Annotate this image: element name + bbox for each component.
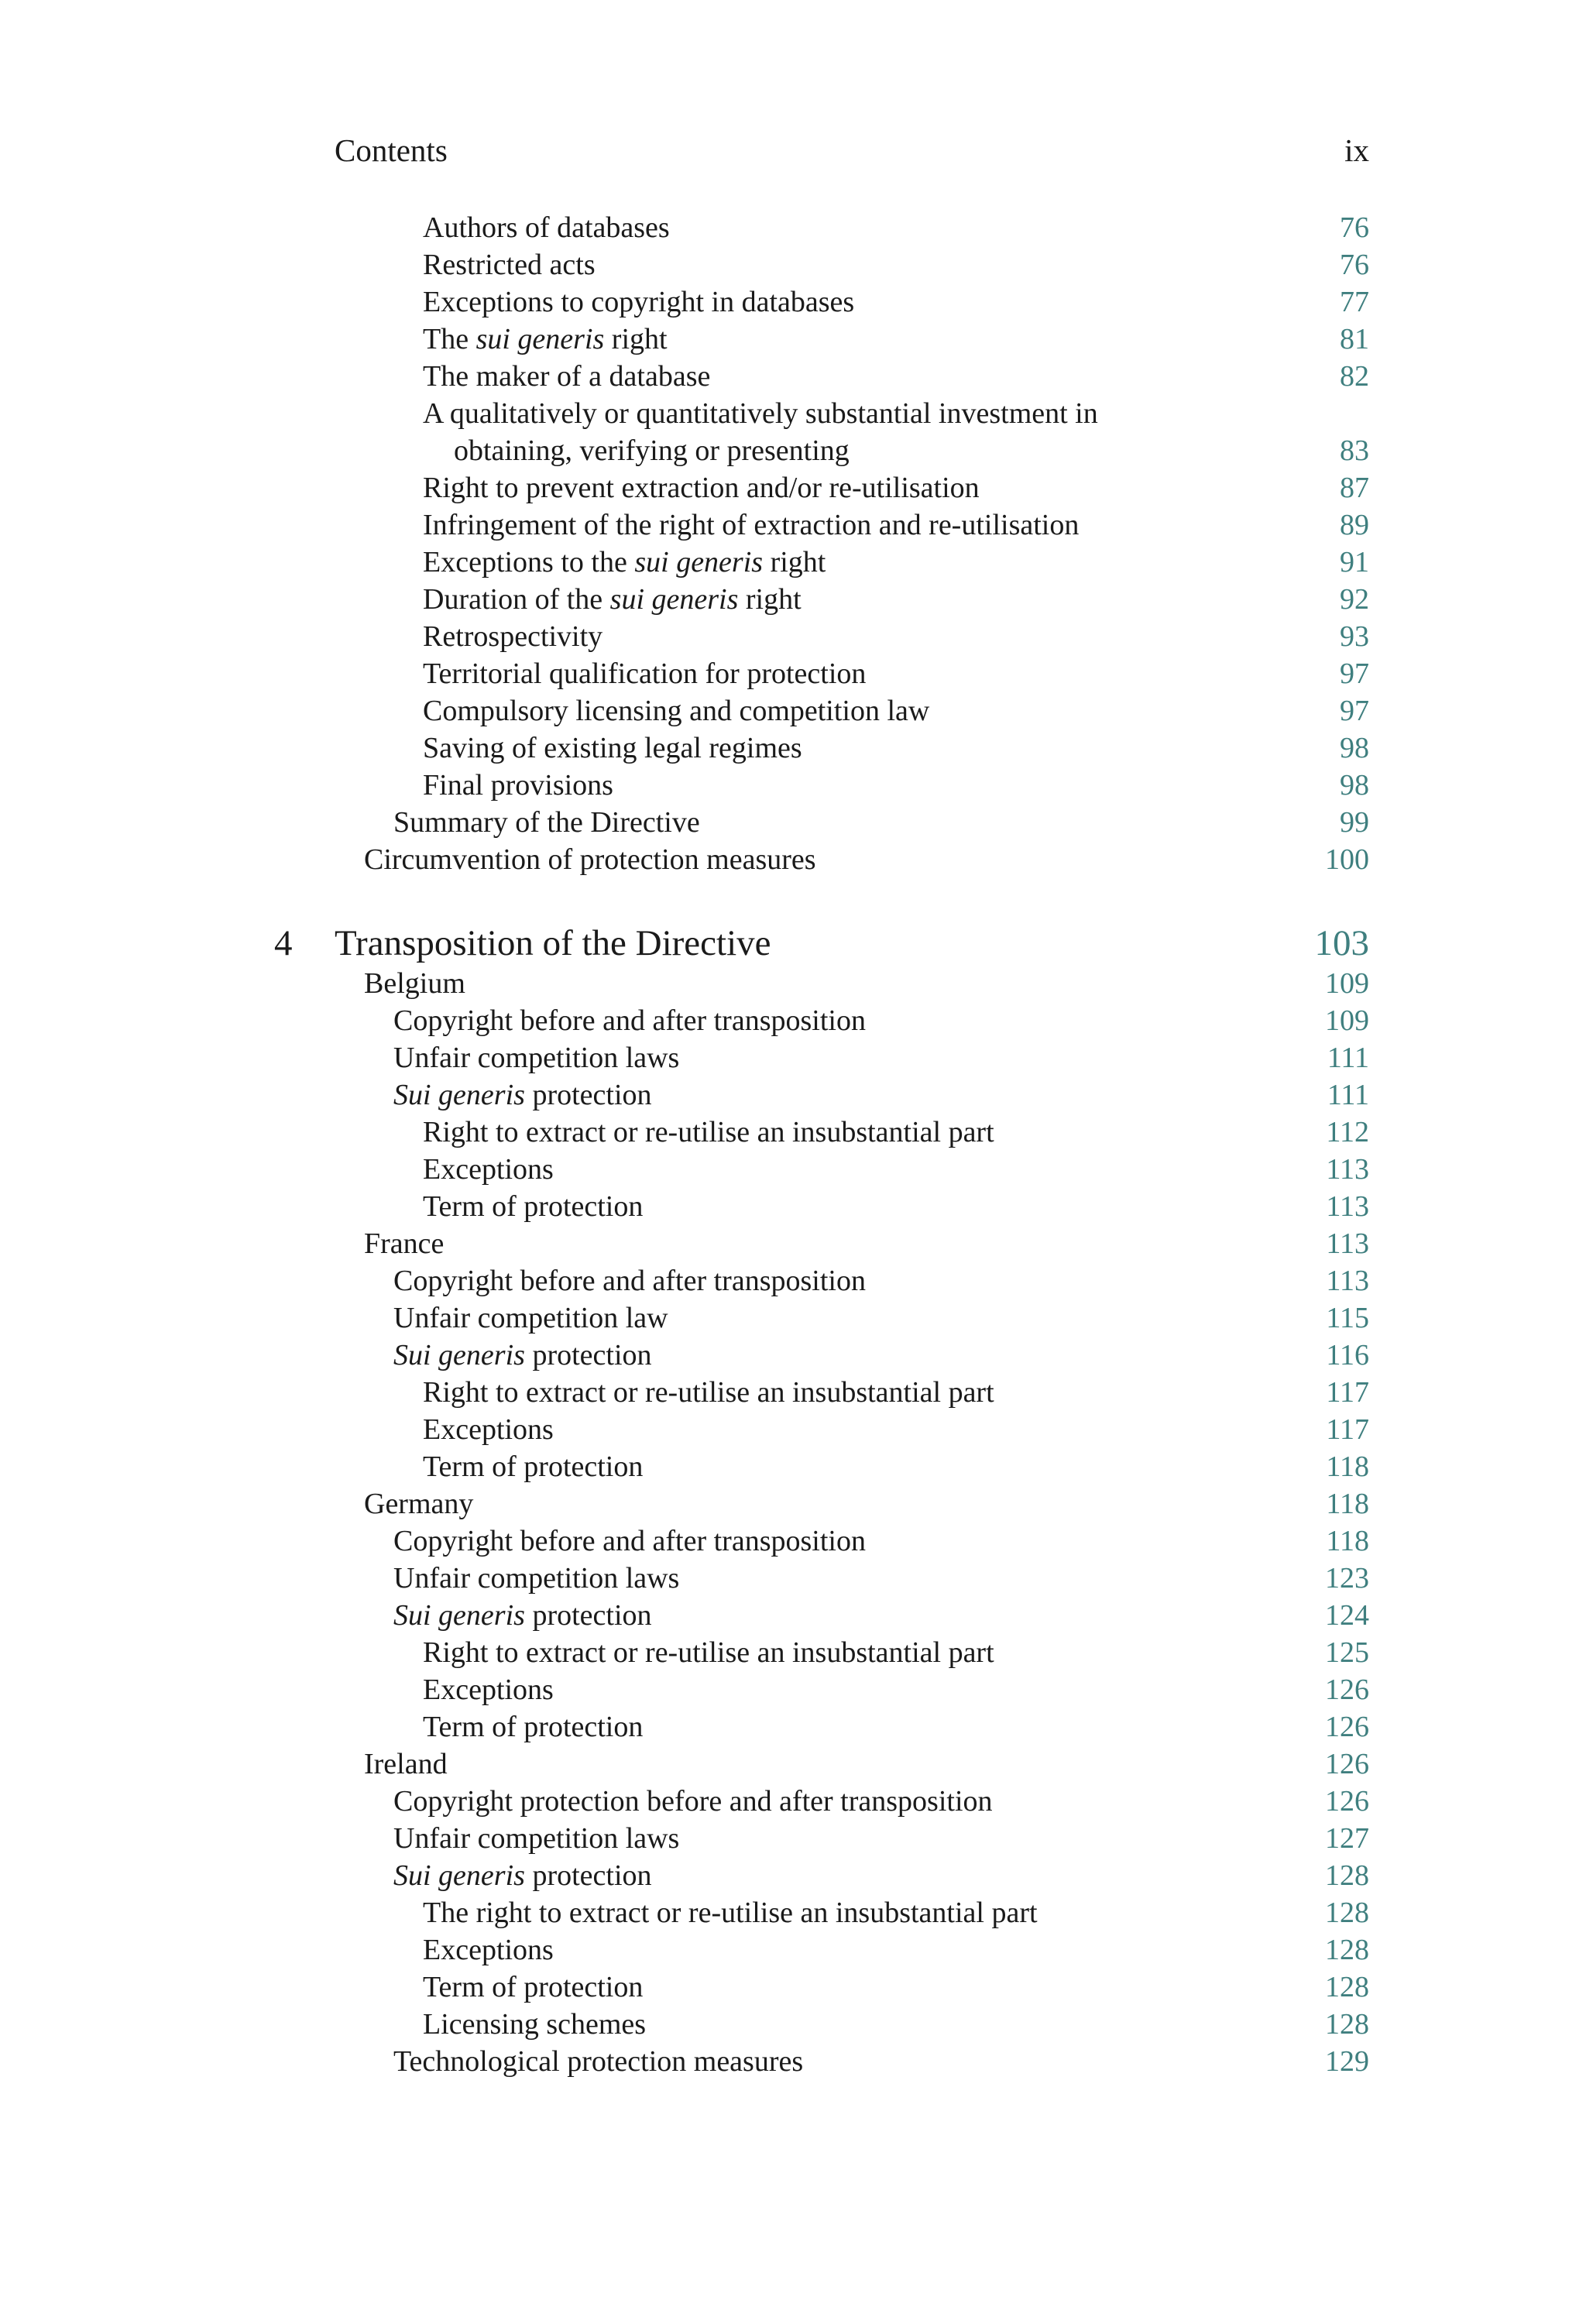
toc-entry bbox=[393, 1597, 1369, 1634]
toc-entry bbox=[393, 1522, 1369, 1560]
toc-entry-title bbox=[393, 1076, 652, 1114]
toc-entry-title bbox=[423, 544, 826, 581]
toc-entry bbox=[423, 1894, 1369, 1931]
toc-page-number: 76 bbox=[1340, 211, 1369, 244]
toc-entry bbox=[423, 1188, 1369, 1225]
toc-page-number: 81 bbox=[1340, 323, 1369, 355]
toc-entry-text: Exceptions to copyright in databases bbox=[423, 286, 855, 318]
toc-entry bbox=[393, 1820, 1369, 1857]
toc-entry-text: Copyright before and after transposition bbox=[393, 1004, 866, 1037]
toc-entry bbox=[423, 1634, 1369, 1671]
toc-entry-italic: sui generis bbox=[634, 546, 764, 578]
toc-entry bbox=[393, 1002, 1369, 1039]
toc-entry-title bbox=[423, 395, 1197, 469]
toc-entry-text: Term of protection bbox=[423, 1971, 644, 2003]
toc-page-number: 126 bbox=[1325, 1748, 1369, 1780]
toc-page-number: 91 bbox=[1340, 546, 1369, 578]
toc-entry-title bbox=[393, 2043, 803, 2080]
toc-entry-italic: Sui generis bbox=[393, 1859, 525, 1892]
toc-entry-title bbox=[423, 1188, 643, 1225]
toc-entry-title bbox=[393, 1597, 652, 1634]
toc-page-number: 111 bbox=[1327, 1079, 1369, 1111]
toc-entry-title bbox=[364, 1746, 448, 1783]
toc-page-number: 93 bbox=[1340, 620, 1369, 653]
toc-page-number: 112 bbox=[1326, 1116, 1369, 1148]
toc-page-number: 129 bbox=[1325, 2045, 1369, 2078]
toc-entry-title bbox=[423, 1448, 643, 1485]
toc-entry-text: protection bbox=[524, 1079, 652, 1111]
toc-entry-italic: Sui generis bbox=[393, 1599, 525, 1632]
toc-entry-text-continued: obtaining, verifying or presenting bbox=[454, 434, 850, 467]
toc-page-number: 89 bbox=[1340, 509, 1369, 541]
toc-entry-title bbox=[423, 469, 980, 506]
toc-entry bbox=[423, 1448, 1369, 1485]
toc-page-number: 113 bbox=[1326, 1265, 1369, 1297]
toc-entry-title bbox=[393, 1560, 679, 1597]
toc-page-number: 113 bbox=[1326, 1227, 1369, 1260]
toc-entry bbox=[364, 1746, 1369, 1783]
toc-entry-title bbox=[423, 581, 802, 618]
toc-chapter-entry bbox=[274, 920, 1369, 966]
toc-entry-title bbox=[393, 1857, 652, 1894]
toc-entry-text: right bbox=[763, 546, 826, 578]
toc-page-number: 126 bbox=[1325, 1711, 1369, 1743]
toc-entry-title bbox=[423, 1894, 1038, 1931]
toc-entry-italic: sui generis bbox=[609, 583, 739, 616]
toc-entry-text: Circumvention of protection measures bbox=[364, 843, 816, 876]
toc-entry bbox=[393, 1857, 1369, 1894]
toc-page-number: 83 bbox=[1340, 434, 1369, 467]
toc-entry-text: A qualitatively or quantitatively substantial investment in bbox=[423, 397, 1098, 430]
toc-entry-text: protection bbox=[524, 1339, 652, 1371]
toc-entry bbox=[364, 1225, 1369, 1262]
toc-page-number: 125 bbox=[1325, 1636, 1369, 1669]
toc-page-number: 97 bbox=[1340, 657, 1369, 690]
toc-entry-text: right bbox=[738, 583, 802, 616]
toc-entry-text: Ireland bbox=[364, 1748, 448, 1780]
toc-entry-title bbox=[423, 1114, 994, 1151]
toc-entry-title bbox=[423, 655, 866, 692]
toc-page-number: 76 bbox=[1340, 249, 1369, 281]
running-head bbox=[335, 127, 1369, 173]
toc-entry-text: Final provisions bbox=[423, 769, 613, 802]
toc-entry-text: Exceptions bbox=[423, 1153, 554, 1186]
toc-entry bbox=[393, 804, 1369, 841]
running-head-page-number: ix bbox=[1344, 132, 1369, 168]
toc-entry bbox=[423, 1708, 1369, 1746]
toc-entry-text: Exceptions bbox=[423, 1673, 554, 1706]
toc-entry-title bbox=[423, 2006, 646, 2043]
toc-entry bbox=[423, 1931, 1369, 1969]
toc-entry-title bbox=[393, 1039, 679, 1076]
toc-entry-title bbox=[423, 321, 668, 358]
toc-entry-text: Compulsory licensing and competition law bbox=[423, 695, 930, 727]
toc-entry-title bbox=[393, 1299, 668, 1337]
toc-entry-text: Term of protection bbox=[423, 1190, 644, 1223]
toc-page-number: 123 bbox=[1325, 1562, 1369, 1595]
toc-page-number: 118 bbox=[1326, 1525, 1369, 1557]
toc-page-number: 126 bbox=[1325, 1785, 1369, 1818]
toc-entry-text: Saving of existing legal regimes bbox=[423, 732, 802, 764]
toc-entry bbox=[393, 1299, 1369, 1337]
toc-entry-text: Unfair competition law bbox=[393, 1302, 668, 1334]
toc-page-number: 98 bbox=[1340, 769, 1369, 802]
toc-entry bbox=[423, 283, 1369, 321]
toc-entry bbox=[423, 581, 1369, 618]
toc-entry-title bbox=[423, 729, 802, 767]
toc-entry bbox=[423, 358, 1369, 395]
toc-entry bbox=[423, 2006, 1369, 2043]
toc-page-number: 113 bbox=[1326, 1153, 1369, 1186]
toc-page-number: 82 bbox=[1340, 360, 1369, 393]
toc-entry bbox=[423, 246, 1369, 283]
toc-page-number: 87 bbox=[1340, 472, 1369, 504]
toc-entry-text: Copyright protection before and after transposition bbox=[393, 1785, 993, 1818]
toc-page-number: 100 bbox=[1325, 843, 1369, 876]
toc-entry-title bbox=[423, 1151, 554, 1188]
toc-entry-title bbox=[364, 965, 465, 1002]
toc-entry bbox=[393, 1783, 1369, 1820]
toc-entry-title bbox=[423, 1969, 643, 2006]
toc-entry-title bbox=[274, 920, 771, 966]
toc-entry bbox=[423, 1374, 1369, 1411]
toc-entry-text: Transposition of the Directive bbox=[335, 923, 771, 963]
running-head-title: Contents bbox=[335, 132, 448, 168]
toc-entry bbox=[393, 1560, 1369, 1597]
toc-entry-title bbox=[423, 246, 596, 283]
toc-entry-title bbox=[423, 618, 602, 655]
toc-entry-title bbox=[423, 692, 929, 729]
toc-entry-text: Unfair competition laws bbox=[393, 1042, 680, 1074]
toc-entry-title bbox=[423, 506, 1079, 544]
toc-entry-text: Term of protection bbox=[423, 1711, 644, 1743]
toc-entry-text: Right to extract or re-utilise an insubstantial part bbox=[423, 1376, 994, 1409]
toc-page-number: 127 bbox=[1325, 1822, 1369, 1855]
toc-entry-title bbox=[364, 1485, 473, 1522]
toc-entry-italic: Sui generis bbox=[393, 1339, 525, 1371]
toc-page-number: 126 bbox=[1325, 1673, 1369, 1706]
toc-entry bbox=[364, 1485, 1369, 1522]
toc-entry bbox=[423, 729, 1369, 767]
toc-entry bbox=[423, 544, 1369, 581]
toc-entry-text: France bbox=[364, 1227, 445, 1260]
toc-entry-text: Term of protection bbox=[423, 1450, 644, 1483]
toc-entry-text: Technological protection measures bbox=[393, 2045, 804, 2078]
toc-page-number: 128 bbox=[1325, 1897, 1369, 1929]
toc-entry-text: Unfair competition laws bbox=[393, 1562, 680, 1595]
toc-entry-text: The bbox=[423, 323, 476, 355]
toc-page-number: 98 bbox=[1340, 732, 1369, 764]
toc-entry-title bbox=[423, 358, 710, 395]
toc-page-number: 113 bbox=[1326, 1190, 1369, 1223]
toc-page-number: 99 bbox=[1340, 806, 1369, 839]
toc-entry bbox=[423, 692, 1369, 729]
toc-entry bbox=[423, 395, 1369, 469]
toc-entry bbox=[423, 1671, 1369, 1708]
toc-entry-text: right bbox=[604, 323, 668, 355]
toc-page-number: 118 bbox=[1326, 1450, 1369, 1483]
toc-entry-text: Unfair competition laws bbox=[393, 1822, 680, 1855]
toc-entry-text: Right to extract or re-utilise an insubstantial part bbox=[423, 1116, 994, 1148]
toc-entry-text: Right to prevent extraction and/or re-utilisation bbox=[423, 472, 980, 504]
toc-entry-text: Belgium bbox=[364, 967, 465, 1000]
toc-entry bbox=[393, 1337, 1369, 1374]
toc-entry bbox=[393, 2043, 1369, 2080]
toc-page-number: 117 bbox=[1326, 1413, 1369, 1446]
toc-entry-title bbox=[393, 1820, 679, 1857]
toc-entry-title bbox=[423, 1374, 994, 1411]
toc-entry-title bbox=[364, 1225, 444, 1262]
toc-entry-title bbox=[423, 1931, 554, 1969]
toc-entry bbox=[364, 965, 1369, 1002]
toc-entry-text: Restricted acts bbox=[423, 249, 596, 281]
toc-entry bbox=[423, 1114, 1369, 1151]
toc-entry bbox=[423, 1151, 1369, 1188]
toc-entry-italic: Sui generis bbox=[393, 1079, 525, 1111]
toc-entry-text: protection bbox=[524, 1859, 652, 1892]
toc-entry-title bbox=[423, 1708, 643, 1746]
toc-page-number: 109 bbox=[1325, 1004, 1369, 1037]
toc-entry bbox=[423, 655, 1369, 692]
chapter-number: 4 bbox=[274, 923, 293, 963]
toc-page-number: 118 bbox=[1326, 1488, 1369, 1520]
toc-entry bbox=[393, 1039, 1369, 1076]
toc-entry-title bbox=[393, 1262, 866, 1299]
toc-entry-text: Licensing schemes bbox=[423, 2008, 647, 2041]
toc-entry-text: Exceptions bbox=[423, 1413, 554, 1446]
toc-entry-text: Germany bbox=[364, 1488, 474, 1520]
toc-entry bbox=[423, 1411, 1369, 1448]
toc-page-number: 109 bbox=[1325, 967, 1369, 1000]
toc-entry-title bbox=[393, 804, 700, 841]
toc-entry-text: The right to extract or re-utilise an insubstantial part bbox=[423, 1897, 1038, 1929]
toc-entry-text: Copyright before and after transposition bbox=[393, 1265, 866, 1297]
toc-entry bbox=[393, 1262, 1369, 1299]
toc-entry-text: Exceptions to the bbox=[423, 546, 635, 578]
toc-entry-title bbox=[423, 1671, 554, 1708]
toc-page-number: 128 bbox=[1325, 1859, 1369, 1892]
toc-entry bbox=[423, 767, 1369, 804]
toc-page-number: 128 bbox=[1325, 2008, 1369, 2041]
toc-entry-text: Authors of databases bbox=[423, 211, 670, 244]
toc-entry-text: Right to extract or re-utilise an insubstantial part bbox=[423, 1636, 994, 1669]
toc-entry-text: The maker of a database bbox=[423, 360, 711, 393]
toc-entry-text: Retrospectivity bbox=[423, 620, 603, 653]
toc-page-number: 128 bbox=[1325, 1971, 1369, 2003]
toc-entry bbox=[423, 209, 1369, 246]
toc-entry-text: Duration of the bbox=[423, 583, 610, 616]
toc-page-number: 115 bbox=[1326, 1302, 1369, 1334]
toc-entry-italic: sui generis bbox=[475, 323, 605, 355]
toc-entry-text: Copyright before and after transposition bbox=[393, 1525, 866, 1557]
toc-entry-text: protection bbox=[524, 1599, 652, 1632]
toc-entry bbox=[423, 321, 1369, 358]
toc-entry-title bbox=[393, 1522, 866, 1560]
toc-page-number: 128 bbox=[1325, 1934, 1369, 1966]
toc-page-number: 124 bbox=[1325, 1599, 1369, 1632]
toc-page-number: 116 bbox=[1326, 1339, 1369, 1371]
toc-entry-title bbox=[393, 1337, 652, 1374]
toc-entry-title bbox=[393, 1002, 866, 1039]
toc-entry bbox=[423, 1969, 1369, 2006]
toc-entry-title bbox=[364, 841, 816, 878]
toc-page-number: 92 bbox=[1340, 583, 1369, 616]
toc-page-number: 77 bbox=[1340, 286, 1369, 318]
toc-entry-title bbox=[423, 209, 670, 246]
toc-entry-text: Summary of the Directive bbox=[393, 806, 700, 839]
toc-entry-title bbox=[423, 1634, 994, 1671]
toc-entry bbox=[423, 469, 1369, 506]
toc-entry-title bbox=[423, 283, 854, 321]
toc-entry bbox=[364, 841, 1369, 878]
toc-entry-title bbox=[393, 1783, 993, 1820]
toc-page-number: 111 bbox=[1327, 1042, 1369, 1074]
toc-entry-title bbox=[423, 1411, 554, 1448]
toc-entry bbox=[423, 506, 1369, 544]
toc-entry-text: Exceptions bbox=[423, 1934, 554, 1966]
toc-entry bbox=[393, 1076, 1369, 1114]
toc-page-number: 117 bbox=[1326, 1376, 1369, 1409]
toc-entry-text: Territorial qualification for protection bbox=[423, 657, 867, 690]
toc-entry bbox=[423, 618, 1369, 655]
toc-page-number: 103 bbox=[1314, 923, 1369, 963]
toc-entry-text: Infringement of the right of extraction and re-utilisation bbox=[423, 509, 1080, 541]
toc-entry-title bbox=[423, 767, 613, 804]
toc-page-number: 97 bbox=[1340, 695, 1369, 727]
